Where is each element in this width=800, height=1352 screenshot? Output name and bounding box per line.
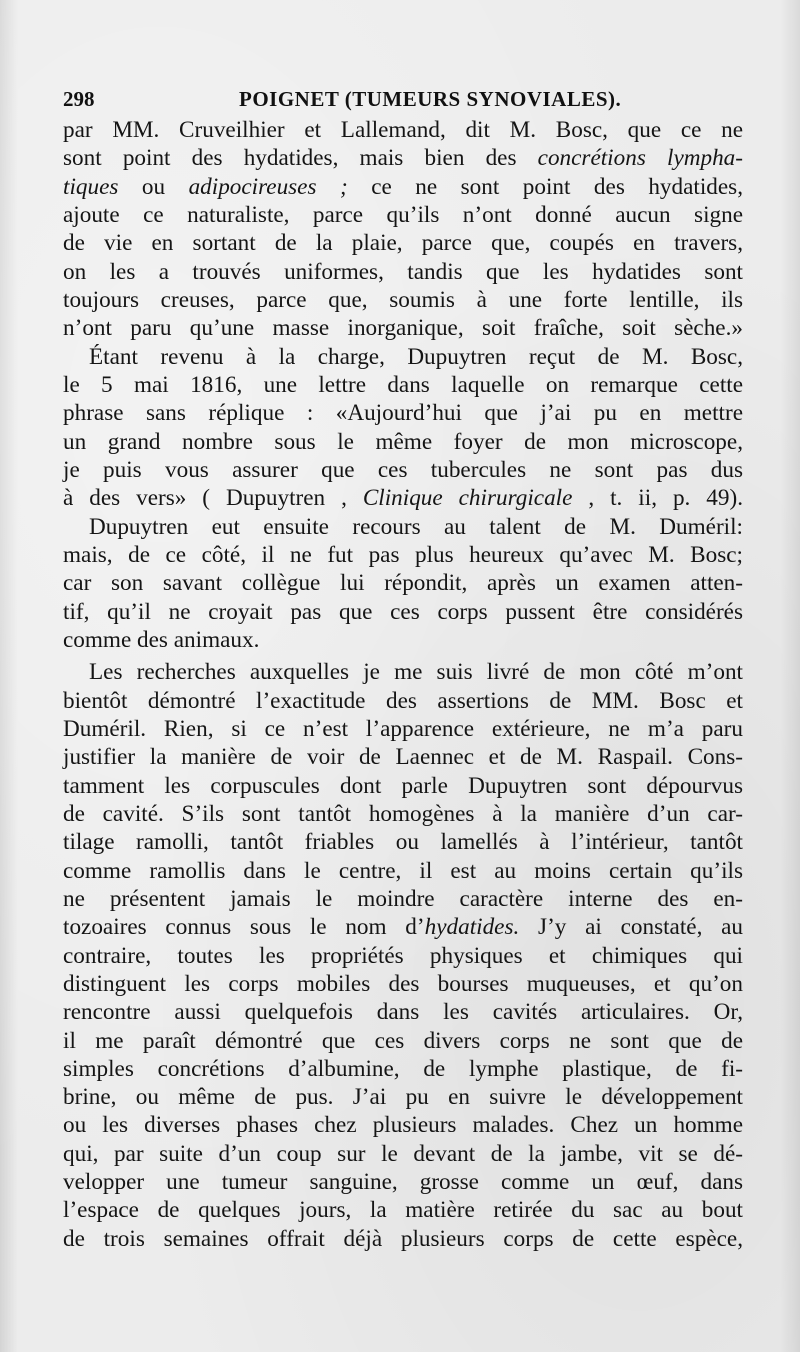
text-line: contraire, toutes les propriétés physiques et chimiques qui <box>63 942 743 969</box>
italic-phrase: tiques <box>63 173 119 200</box>
text-line: je puis vous assurer que ces tubercules ne sont pas dus <box>63 456 743 483</box>
text-line: Les recherches auxquelles je me suis livré de mon côté m’ont <box>89 659 743 686</box>
text-line: le 5 mai 1816, une lettre dans laquelle on remarque cette <box>63 371 743 398</box>
text-line: tozoaires connus sous le nom d’hydatides. J’y ai constaté, au <box>63 914 744 941</box>
text-line: ou les diverses phases chez plusieurs malades. Chez un homme <box>63 1112 743 1139</box>
text-line: tiques ou adipocireuses ; ce ne sont point des hydatides, <box>63 173 743 200</box>
text-line: rencontre aussi quelquefois dans les cavités articulaires. Or, <box>63 999 743 1026</box>
running-header <box>63 84 622 114</box>
text-line: par MM. Cruveilhier et Lallemand, dit M. Bosc, que ce ne <box>63 117 743 143</box>
text-line: comme ramollis dans le centre, il est au moins certain qu’ils <box>63 857 743 884</box>
italic-phrase: adipocireuses ; <box>188 173 348 200</box>
text-line: justifier la manière de voir de Laennec et de M. Raspail. Cons- <box>63 744 743 771</box>
italic-phrase: Clinique chirurgicale <box>362 485 573 512</box>
text-line: tamment les corpuscules dont parle Dupuytren sont dépourvus <box>63 772 743 799</box>
text-line: velopper une tumeur sanguine, grosse comme un œuf, dans <box>63 1169 743 1196</box>
text-line: Étant revenu à la charge, Dupuytren reçut de M. Bosc, <box>89 343 743 370</box>
text-line: de trois semaines offrait déjà plusieurs corps de cette espèce, <box>63 1225 743 1252</box>
text-line: Duméril. Rien, si ce n’est l’apparence extérieure, ne m’a paru <box>63 715 743 742</box>
text-line: tif, qu’il ne croyait pas que ces corps pussent être considérés <box>63 598 743 625</box>
text-line: à des vers» ( Dupuytren , Clinique chirurgicale , t. ii, p. 49). <box>63 485 743 512</box>
text-line: il me paraît démontré que ces divers corps ne sont que de <box>63 1027 743 1054</box>
text-line: mais, de ce côté, il ne fut pas plus heureux qu’avec M. Bosc; <box>63 541 743 568</box>
italic-phrase: concrétions lympha- <box>537 145 743 172</box>
text-line: l’espace de quelques jours, la matière retirée du sac au bout <box>63 1197 743 1224</box>
running-title: POIGNET (TUMEURS SYNOVIALES). <box>239 87 622 111</box>
text-line: Dupuytren eut ensuite recours au talent de M. Duméril: <box>89 513 743 540</box>
text-line: n’ont paru qu’une masse inorganique, soit fraîche, soit sèche.» <box>63 315 743 342</box>
text-line: ajoute ce naturaliste, parce qu’ils n’ont donné aucun signe <box>63 201 743 228</box>
text-line: ne présentent jamais le moindre caractère interne des en- <box>63 885 743 912</box>
text-line: bientôt démontré l’exactitude des assertions de MM. Bosc et <box>63 687 743 714</box>
text-line: sont point des hydatides, mais bien des concrétions lympha- <box>63 145 743 172</box>
text-line: car son savant collègue lui répondit, après un examen atten- <box>63 570 743 597</box>
text-line: distinguent les corps mobiles des bourses muqueuses, et qu’on <box>63 970 743 997</box>
italic-phrase: hydatides. <box>424 914 520 941</box>
text-line: on les a trouvés uniformes, tandis que les hydatides sont <box>63 258 743 285</box>
text-line: de vie en sortant de la plaie, parce que, coupés en travers, <box>63 230 743 257</box>
text-line: un grand nombre sous le même foyer de mon microscope, <box>63 428 743 455</box>
text-line: qui, par suite d’un coup sur le devant de la jambe, vit se dé- <box>63 1140 743 1167</box>
text-line: de cavité. S’ils sont tantôt homogènes à la manière d’un car- <box>63 800 743 827</box>
text-line: tilage ramolli, tantôt friables ou lamellés à l’intérieur, tantôt <box>63 829 743 856</box>
text-line: phrase sans réplique : «Aujourd’hui que j’ai pu en mettre <box>63 400 743 427</box>
body-text <box>63 116 743 1253</box>
text-line: comme des animaux. <box>63 626 260 653</box>
text-line: simples concrétions d’albumine, de lymphe plastique, de fi- <box>63 1055 743 1082</box>
page-number: 298 <box>63 87 95 111</box>
text-line: brine, ou même de pus. J’ai pu en suivre le développement <box>63 1084 743 1111</box>
text-line: toujours creuses, parce que, soumis à une forte lentille, ils <box>63 286 743 313</box>
